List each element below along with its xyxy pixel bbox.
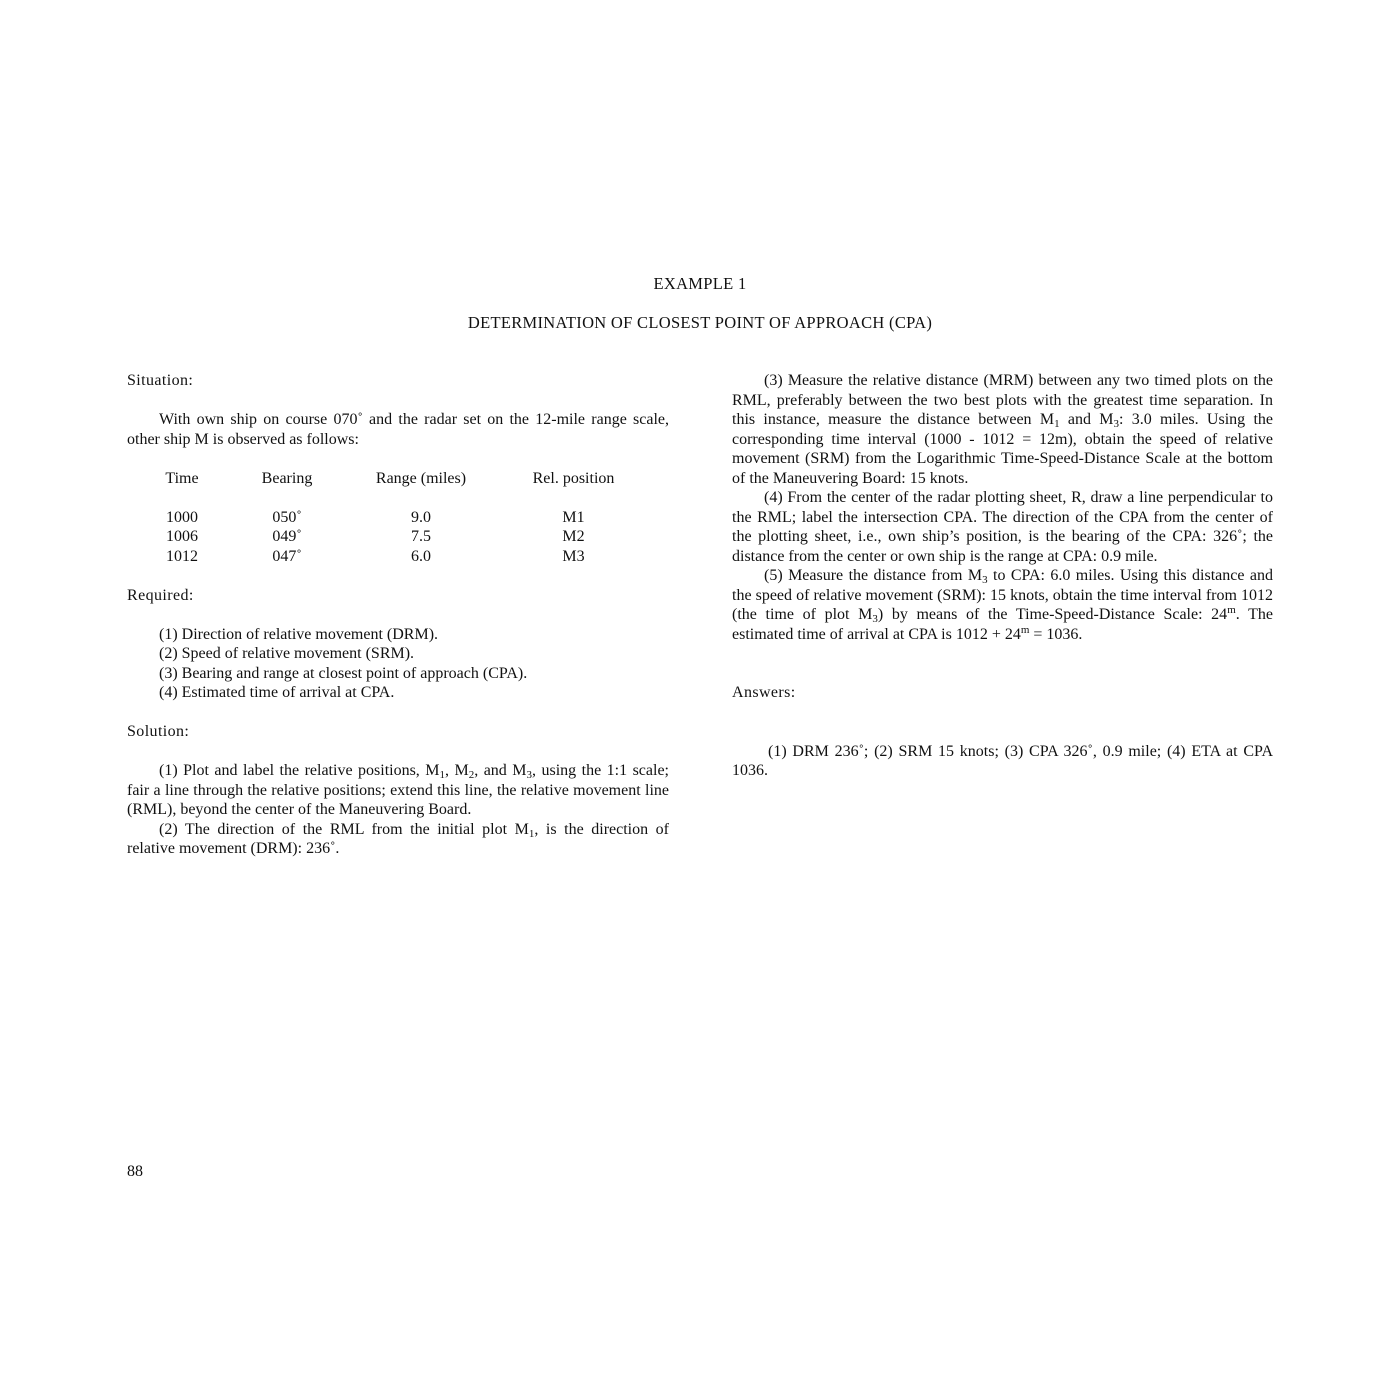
cell-time: 1006 (166, 528, 198, 545)
table-row (141, 508, 656, 528)
header-time: Time (165, 469, 199, 487)
header-range: Range (miles) (375, 469, 467, 487)
cell-time: 1012 (166, 547, 198, 565)
header-bearing: Bearing (261, 469, 313, 487)
cell-bearing: 047˚ (272, 547, 302, 565)
header-rel-position: Rel. position (532, 469, 615, 487)
solution-heading: Solution: (127, 723, 190, 740)
solution-step-2: (2) The direction of the RML from the initial plot $M_1$, is the direction of relative movement (DRM): 236˚. (127, 820, 670, 857)
answers-heading: Answers: (732, 684, 796, 701)
required-heading: Required: (127, 586, 194, 604)
table-row (141, 547, 656, 567)
situation-heading: Situation: (127, 372, 194, 389)
observation-table (141, 469, 656, 567)
example-title: EXAMPLE 1 (653, 274, 747, 293)
list-item: (3) Bearing and range at closest point of approach (CPA). (159, 664, 528, 682)
cell-bearing: 050˚ (272, 508, 302, 526)
solution-step-4: (4) From the center of the radar plotting sheet, R, draw a line perpendicular to the RML; label the intersection CPA. The direction of the CPA from the center of the plotting sheet, i.e., own ship’s position, is the bearing of the CPA: 326˚; the distance from the center or own ship is the range at CPA: 0.9 mile. (732, 489, 1273, 565)
answers-text: (1) DRM 236˚; (2) SRM 15 knots; (3) CPA 326˚, 0.9 mile; (4) ETA at CPA 1036. (732, 742, 1273, 779)
cell-range: 7.5 (411, 528, 431, 545)
required-list (127, 625, 669, 703)
solution-step-3: (3) Measure the relative distance (MRM) between any two timed plots on the RML, preferably between the two best plots with the greatest time separation. In this instance, measure the distance between $M_1$ and $M_3$: 3.0 miles. Using the corresponding time interval (1000 - 1012 = 12m), obtain the speed of relative movement (SRM) from the Logarithmic Time-Speed-Distance Scale at the bottom of the Maneuvering Board: 15 knots. (732, 372, 1273, 487)
cell-range: 9.0 (411, 508, 431, 526)
cell-time: 1000 (166, 508, 198, 526)
table-row (141, 527, 656, 547)
page-number: 88 (127, 1163, 143, 1180)
list-item: (1) Direction of relative movement (DRM). (159, 625, 439, 643)
situation-intro: With own ship on course 070˚ and the radar set on the 12-mile range scale, other ship M is observed as follows: (127, 411, 669, 448)
left-column (127, 371, 669, 859)
table-header-row (141, 469, 656, 489)
cell-rel-position: M1 (562, 508, 585, 526)
solution-step-5: (5) Measure the distance from $M_3$ to CPA: 6.0 miles. Using this distance and the speed of relative movement (SRM): 15 knots, obtain the time interval from 1012 (the time of plot $M_3$) by means of the Time-Speed-Distance Scale: 24$^m$. The estimated time of arrival at CPA is $1012 + 24^m = 1036$. (732, 567, 1273, 643)
cell-bearing: 049˚ (272, 528, 302, 545)
list-item: (2) Speed of relative movement (SRM). (159, 645, 415, 662)
solution-step-1: (1) Plot and label the relative positions, $M_1$, $M_2$, and $M_3$, using the 1:1 scale; fair a line through the relative positions; extend this line, the relative movement line (RML), beyond the center of the Maneuvering Board. (127, 762, 669, 818)
cell-range: 6.0 (411, 547, 431, 565)
list-item: (4) Estimated time of arrival at CPA. (159, 684, 395, 701)
cell-rel-position: M3 (562, 547, 585, 565)
right-column (732, 371, 1273, 781)
cell-rel-position: M2 (562, 528, 585, 545)
example-subtitle: DETERMINATION OF CLOSEST POINT OF APPROACH (CPA) (467, 313, 933, 332)
